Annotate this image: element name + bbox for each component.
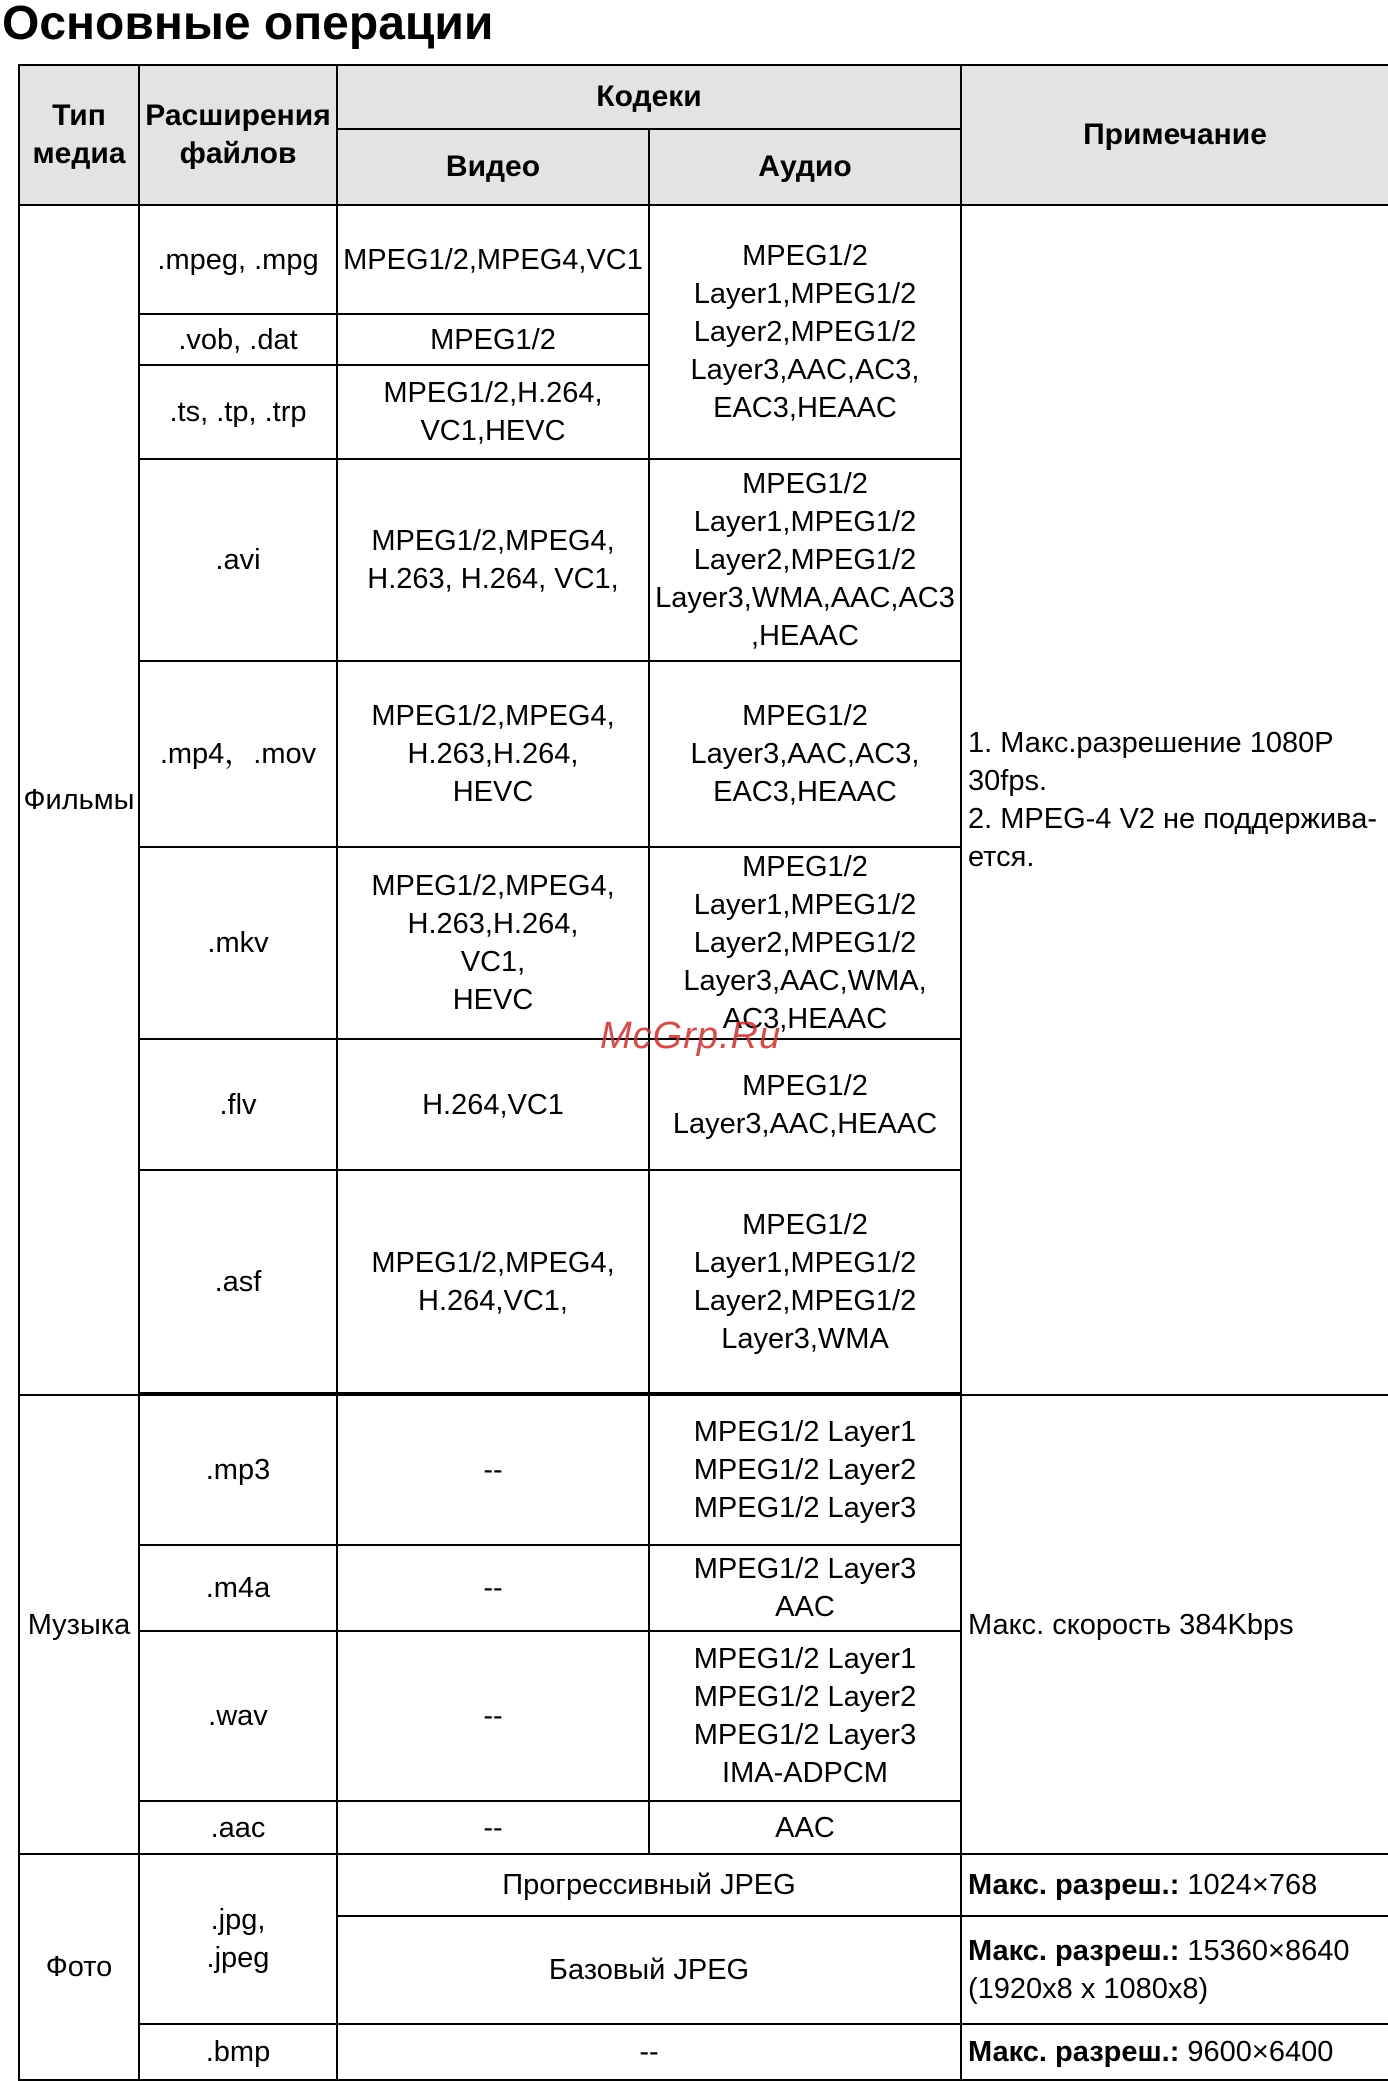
max-res-value: 1024×768 <box>1179 1869 1318 1901</box>
audio-codec-cell: MPEG1/2 Layer1 MPEG1/2 Layer2 MPEG1/2 Layer3 <box>649 1395 961 1545</box>
codec-progressive-jpeg: Прогрессивный JPEG <box>337 1854 961 1916</box>
watermark: McGrp.Ru <box>600 1015 782 1057</box>
progressive-max-res <box>961 1854 1388 1916</box>
video-codec-cell: MPEG1/2,MPEG4, H.263, H.264, VC1, <box>337 459 649 661</box>
header-media-type: Тип медиа <box>19 65 139 205</box>
ext-cell: .wav <box>139 1631 337 1801</box>
header-extensions: Расширения файлов <box>139 65 337 205</box>
audio-codec-cell: MPEG1/2 Layer3 AAC <box>649 1545 961 1631</box>
video-codec-cell: MPEG1/2,H.264, VC1,HEVC <box>337 365 649 459</box>
codec-baseline-jpeg: Базовый JPEG <box>337 1916 961 2024</box>
ext-cell: .asf <box>139 1170 337 1393</box>
ext-cell: .jpg, .jpeg <box>139 1854 337 2024</box>
page-title: Основные операции <box>2 0 494 50</box>
max-res-label: Макс. разреш.: <box>968 2036 1180 2068</box>
ext-cell: .mp3 <box>139 1395 337 1545</box>
ext-cell: .mkv <box>139 847 337 1039</box>
audio-codec-cell: MPEG1/2 Layer1,MPEG1/2 Layer2,MPEG1/2 Layer3,AAC,AC3, EAC3,HEAAC <box>649 205 961 459</box>
ext-cell: .aac <box>139 1801 337 1854</box>
ext-cell: .vob, .dat <box>139 314 337 365</box>
media-type-music: Музыка <box>19 1395 139 1854</box>
video-codec-cell: MPEG1/2 <box>337 314 649 365</box>
ext-cell: .avi <box>139 459 337 661</box>
baseline-max-res <box>961 1916 1388 2024</box>
audio-codec-cell: MPEG1/2 Layer3,AAC,AC3, EAC3,HEAAC <box>649 661 961 847</box>
ext-cell: .mpeg, .mpg <box>139 205 337 314</box>
audio-codec-cell: AAC <box>649 1801 961 1854</box>
video-codec-cell: -- <box>337 1631 649 1801</box>
max-res-detail: (1920x8 x 1080x8) <box>968 1973 1209 2005</box>
video-codec-cell: MPEG1/2,MPEG4, H.264,VC1, <box>337 1170 649 1393</box>
ext-cell: .flv <box>139 1039 337 1170</box>
ext-cell: .ts, .tp, .trp <box>139 365 337 459</box>
max-res-value: 9600×6400 <box>1179 2036 1334 2068</box>
header-video: Видео <box>337 129 649 205</box>
audio-codec-cell: MPEG1/2 Layer1,MPEG1/2 Layer2,MPEG1/2 Layer3,AAC,WMA, AC3,HEAAC <box>649 847 961 1039</box>
video-codec-cell: H.264,VC1 <box>337 1039 649 1170</box>
video-codec-cell: MPEG1/2,MPEG4,VC1 <box>337 205 649 314</box>
video-codec-cell: MPEG1/2,MPEG4, H.263,H.264, VC1, HEVC <box>337 847 649 1039</box>
media-type-movies: Фильмы <box>19 205 139 1395</box>
max-res-label: Макс. разреш.: <box>968 1935 1180 1967</box>
audio-codec-cell: MPEG1/2 Layer1,MPEG1/2 Layer2,MPEG1/2 Layer3,WMA,AAC,AC3 ,HEAAC <box>649 459 961 661</box>
header-note: Примечание <box>961 65 1388 205</box>
ext-cell: .m4a <box>139 1545 337 1631</box>
codec-bmp: -- <box>337 2024 961 2080</box>
media-type-photo: Фото <box>19 1854 139 2080</box>
header-codecs: Кодеки <box>337 65 961 129</box>
music-note: Макс. скорость 384Kbps <box>961 1395 1388 1854</box>
ext-cell: .bmp <box>139 2024 337 2080</box>
video-codec-cell: -- <box>337 1395 649 1545</box>
video-codec-cell: -- <box>337 1545 649 1631</box>
video-codec-cell: -- <box>337 1801 649 1854</box>
max-res-label: Макс. разреш.: <box>968 1869 1180 1901</box>
movies-note: 1. Макс.разрешение 1080P 30fps. 2. MPEG-4 V2 не поддержива-ется. <box>961 205 1388 1395</box>
header-audio: Аудио <box>649 129 961 205</box>
bmp-max-res <box>961 2024 1388 2080</box>
formats-table <box>18 64 1388 2081</box>
max-res-value: 15360×8640 <box>1179 1935 1350 1967</box>
audio-codec-cell: MPEG1/2 Layer3,AAC,HEAAC <box>649 1039 961 1170</box>
ext-cell: .mp4，.mov <box>139 661 337 847</box>
audio-codec-cell: MPEG1/2 Layer1,MPEG1/2 Layer2,MPEG1/2 Layer3,WMA <box>649 1170 961 1393</box>
video-codec-cell: MPEG1/2,MPEG4, H.263,H.264, HEVC <box>337 661 649 847</box>
audio-codec-cell: MPEG1/2 Layer1 MPEG1/2 Layer2 MPEG1/2 Layer3 IMA-ADPCM <box>649 1631 961 1801</box>
